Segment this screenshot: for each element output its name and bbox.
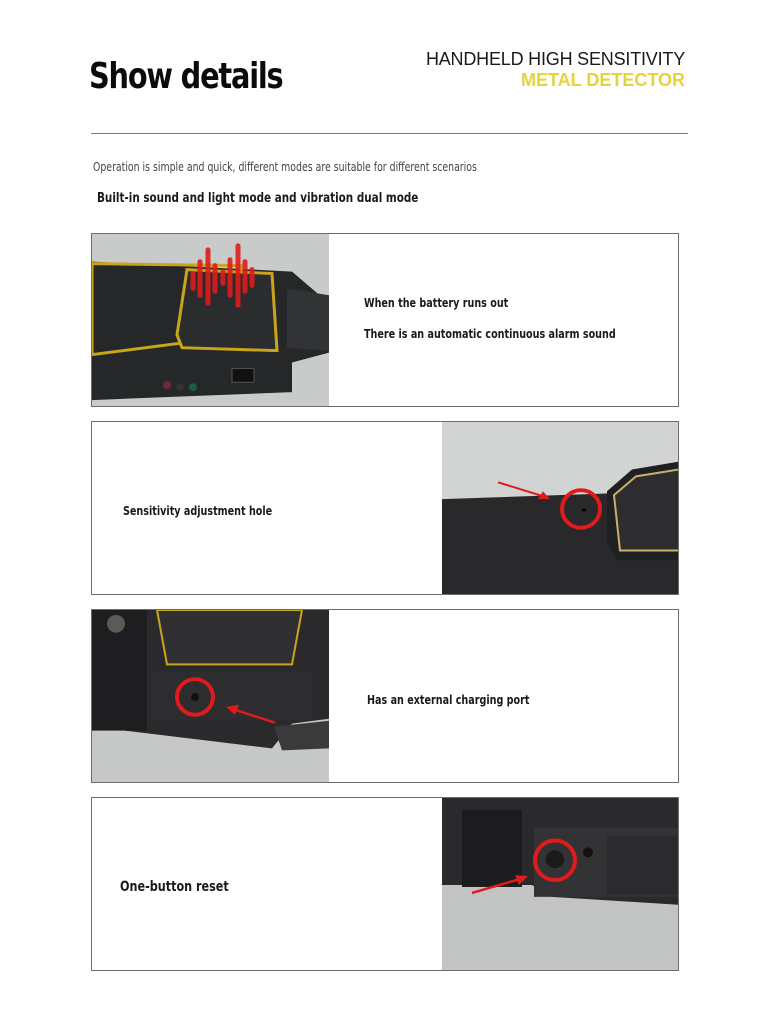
feature-panel-battery-alarm [91,233,679,407]
feature-panel-sensitivity [91,421,679,595]
intro-heading: Built-in sound and light mode and vibration dual mode [97,191,419,206]
feature-text-alarm: There is an automatic continuous alarm sound [364,327,616,341]
feature-text-sensitivity: Sensitivity adjustment hole [123,504,273,518]
intro-text: Operation is simple and quick, different modes are suitable for different scenarios [93,160,477,174]
feature-panel-reset [91,797,679,971]
product-subtitle: HANDHELD HIGH SENSITIVITY [425,49,685,69]
detector-sound-wave-photo [92,234,329,406]
header-divider [91,133,688,134]
charging-port-photo [92,610,329,782]
feature-text-charging: Has an external charging port [367,693,530,707]
sensitivity-hole-photo [442,422,679,594]
reset-button-photo [442,798,679,970]
feature-panel-charging [91,609,679,783]
feature-text-reset: One-button reset [120,879,229,895]
product-name: METAL DETECTOR [520,70,685,90]
feature-text-battery: When the battery runs out [364,296,509,310]
page-title: Show details [89,56,283,97]
